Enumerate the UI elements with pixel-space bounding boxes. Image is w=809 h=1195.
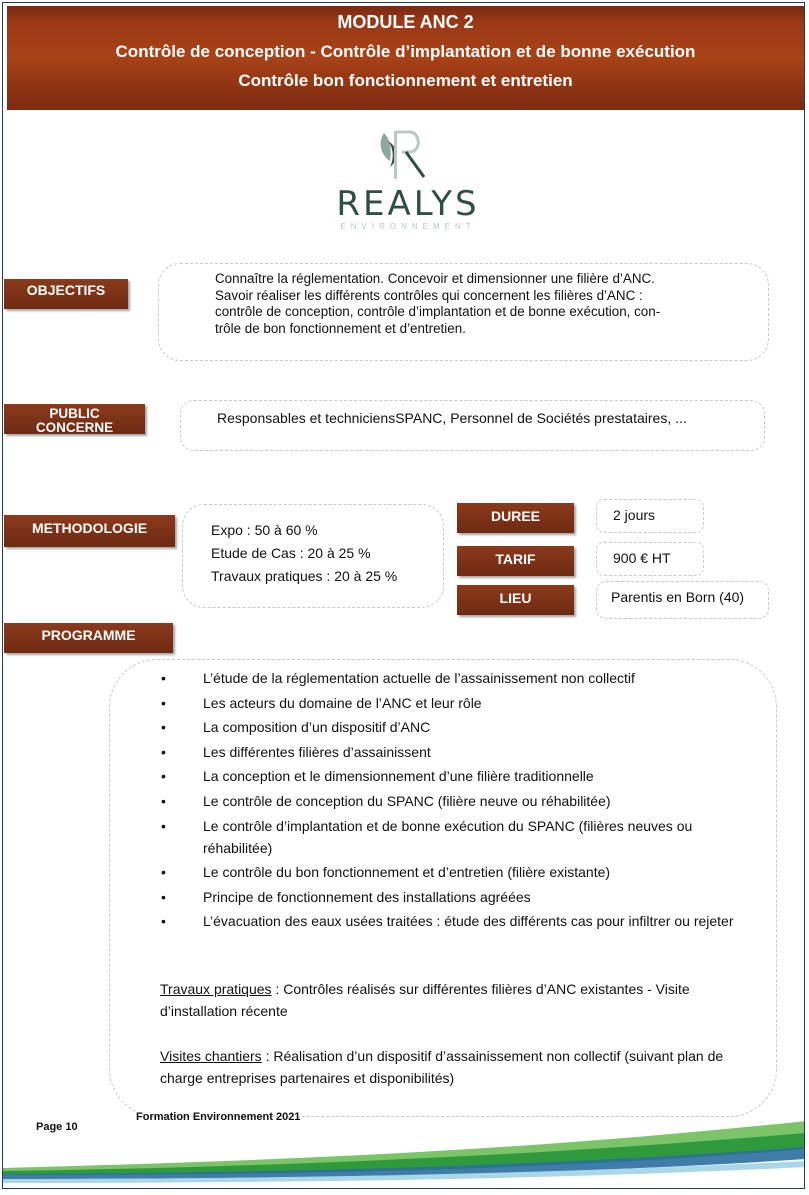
bullet-icon: •	[161, 817, 166, 834]
bullet-icon: •	[161, 743, 166, 760]
programme-label: PROGRAMME	[41, 627, 136, 643]
public-label-2: CONCERNE	[35, 420, 114, 434]
visites-chantiers-label: Visites chantiers	[160, 1048, 262, 1064]
duree-value: 2 jours	[613, 507, 656, 523]
list-item: • La composition d’un dispositif d’ANC	[161, 716, 741, 738]
lieu-label: LIEU	[499, 590, 532, 606]
programme-list	[161, 667, 741, 935]
tarif-label: TARIF	[495, 551, 536, 567]
visites-chantiers-text: : Réalisation d’un dispositif d’assainissement non collectif (suivant plan de charge entreprises partenaires et disponibilités)	[160, 1048, 724, 1086]
logo-subtitle: ENVIRONNEMENT	[340, 222, 476, 231]
methodologie-line: Travaux pratiques : 20 à 25 %	[211, 568, 398, 584]
tarif-tag	[457, 546, 574, 576]
list-item: • Principe de fonctionnement des installations agréées	[161, 886, 741, 908]
footer-formation: Formation Environnement 2021	[136, 1111, 301, 1123]
travaux-pratiques-label: Travaux pratiques	[160, 981, 272, 997]
list-item: • Les acteurs du domaine de l’ANC et leur rôle	[161, 692, 741, 714]
list-item: • L’évacuation des eaux usées traitées : étude des différents cas pour infiltrer ou rejeter	[161, 910, 741, 932]
methodologie-tag	[4, 515, 175, 547]
objectifs-text	[215, 271, 737, 337]
tarif-value: 900 € HT	[613, 550, 671, 566]
bullet-icon: •	[161, 864, 166, 881]
list-item: • Le contrôle d’implantation et de bonne exécution du SPANC (filières neuves ou réhabilitée)	[161, 815, 741, 859]
methodologie-label: METHODOLOGIE	[31, 520, 148, 536]
bullet-icon: •	[161, 768, 166, 785]
public-label-1: PUBLIC	[49, 406, 100, 421]
objectifs-tag	[4, 279, 128, 309]
bullet-icon: •	[161, 888, 166, 905]
module-subtitle-2: Contrôle bon fonctionnement et entretien	[238, 71, 573, 90]
objectifs-line: Connaître la réglementation. Concevoir et dimensionner une filière d’ANC.	[215, 271, 655, 286]
visites-chantiers-paragraph	[160, 1045, 740, 1089]
lieu-value: Parentis en Born (40)	[611, 589, 745, 605]
bullet-icon: •	[161, 792, 166, 809]
page-number: Page 10	[36, 1121, 78, 1133]
lieu-tag	[457, 585, 574, 615]
methodologie-line: Expo : 50 à 60 %	[211, 522, 318, 538]
list-item: • Le contrôle de conception du SPANC (filière neuve ou réhabilitée)	[161, 790, 741, 812]
travaux-pratiques-text: : Contrôles réalisés sur différentes filières d’ANC existantes - Visite d’installation récente	[160, 981, 690, 1019]
objectifs-line: trôle de bon fonctionnement et d’entretien.	[215, 320, 466, 336]
public-text: Responsables et techniciensSPANC, Personnel de Sociétés prestataires, ...	[217, 410, 687, 426]
public-tag	[4, 404, 145, 434]
travaux-pratiques-paragraph	[160, 978, 740, 1022]
module-subtitle-1: Contrôle de conception - Contrôle d’implantation et de bonne exécution	[115, 42, 696, 61]
list-item: • L’étude de la réglementation actuelle de l’assainissement non collectif	[161, 667, 741, 689]
list-item: • Le contrôle du bon fonctionnement et d’entretien (filière existante)	[161, 861, 741, 883]
duree-label: DUREE	[490, 508, 540, 524]
footer-swoosh-graphic	[3, 1113, 805, 1189]
bullet-icon: •	[161, 719, 166, 736]
header-banner	[7, 6, 804, 110]
logo-wordmark: REALYS	[336, 184, 480, 224]
objectifs-line: contrôle de conception, contrôle d’implantation et de bonne exécution, con-	[215, 304, 661, 319]
bullet-icon: •	[161, 694, 166, 711]
module-title: MODULE ANC 2	[337, 12, 474, 32]
objectifs-label: OBJECTIFS	[26, 282, 106, 298]
brochure-page	[2, 2, 805, 1189]
objectifs-line: Savoir réaliser les différents contrôles qui concernent les filières d’ANC :	[215, 287, 643, 303]
realys-logo-icon	[378, 127, 428, 179]
duree-tag	[457, 503, 574, 533]
list-item: • Les différentes filières d’assainissent	[161, 741, 741, 763]
bullet-icon: •	[161, 670, 166, 686]
list-item: • La conception et le dimensionnement d’une filière traditionnelle	[161, 765, 741, 787]
bullet-icon: •	[161, 913, 166, 930]
programme-tag	[4, 623, 173, 653]
methodologie-line: Etude de Cas : 20 à 25 %	[211, 545, 371, 561]
